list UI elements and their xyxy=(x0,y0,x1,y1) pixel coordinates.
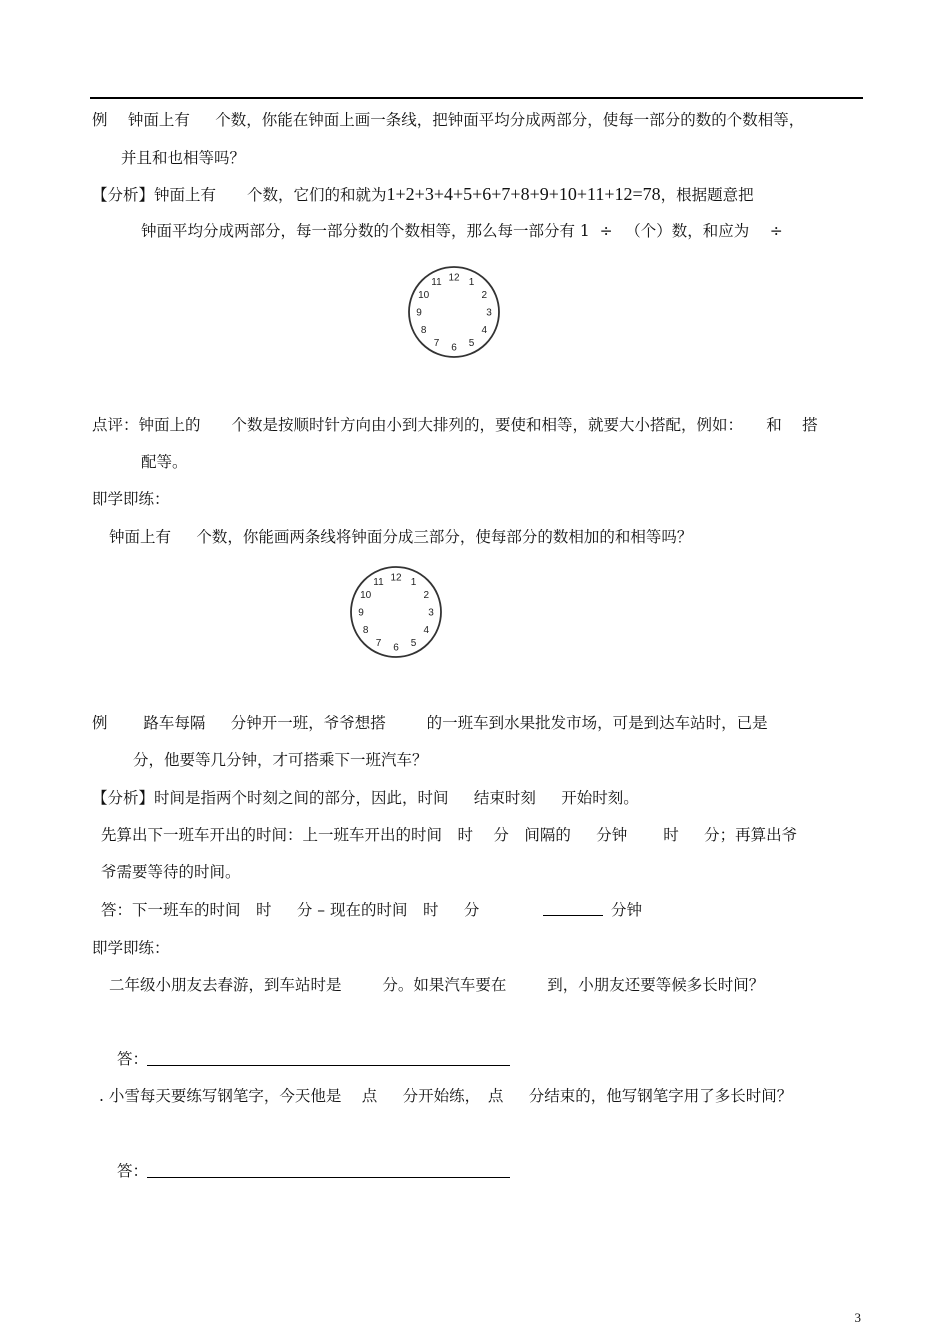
clock-numeral: 3 xyxy=(486,307,492,319)
example-2-answer-text: 答：下一班车的时间 时 分 – 现在的时间 时 分 xyxy=(101,901,480,919)
page-number: 3 xyxy=(854,1310,861,1325)
clock-numeral: 10 xyxy=(418,290,430,301)
answer-blank-minutes[interactable] xyxy=(543,915,603,916)
clock-numeral: 3 xyxy=(428,607,434,619)
clock-numeral: 4 xyxy=(423,625,430,636)
answer-label-2: 答： xyxy=(117,1162,149,1180)
clock-numeral: 5 xyxy=(468,337,475,349)
example-2-calc-line2: 爷需要等待的时间。 xyxy=(101,863,241,881)
practice-question-3: . 小雪每天要练写钢笔字，今天他是 点 分开始练， 点 分结束的，他写钢笔字用了多长时间？ xyxy=(99,1087,793,1105)
answer-line-2[interactable] xyxy=(147,1177,510,1178)
example-2-calc-line1: 先算出下一班车开出的时间：上一班车开出的时间 时 分 间隔的 分钟 时 分；再算出爷 xyxy=(101,826,798,844)
clock-numeral: 10 xyxy=(360,590,372,601)
clock-numeral: 1 xyxy=(468,277,475,289)
example-2-question-line2: 分，他要等几分钟，才可搭乘下一班汽车？ xyxy=(133,751,428,769)
clock-numeral: 6 xyxy=(451,342,457,354)
clock-numeral: 6 xyxy=(393,642,399,654)
example-2-analysis: 【分析】时间是指两个时刻之间的部分，因此，时间 结束时刻 开始时刻。 xyxy=(92,789,639,807)
clock-numeral: 2 xyxy=(423,590,430,601)
clock-numeral: 8 xyxy=(420,325,427,336)
clock-numeral: 2 xyxy=(481,290,488,301)
practice-title-1: 即学即练： xyxy=(92,490,170,508)
example-1-question-line2: 并且和也相等吗？ xyxy=(121,149,246,167)
clock-numbers xyxy=(358,573,434,654)
clock-numeral: 8 xyxy=(362,625,369,636)
answer-unit: 分钟 xyxy=(611,901,643,919)
clock-numeral: 9 xyxy=(416,307,422,319)
clock-numeral: 4 xyxy=(481,325,488,336)
example-2-question-line1: 例 路车每隔 分钟开一班，爷爷想搭 的一班车到水果批发市场，可是到达车站时，已是 xyxy=(92,714,768,732)
practice-question-1: 钟面上有 个数，你能画两条线将钟面分成三部分，使每部分的数相加的和相等吗？ xyxy=(109,528,693,546)
clock-numeral: 11 xyxy=(373,577,384,589)
sum-formula: 1+2+3+4+5+6+7+8+9+10+11+12=78 xyxy=(386,184,661,204)
clock-face-2 xyxy=(348,564,444,664)
clock-numeral: 5 xyxy=(410,637,417,649)
clock-svg-1 xyxy=(406,264,502,360)
example-1-analysis-line2: 钟面平均分成两部分，每一部分数的个数相等，那么每一部分有 1 ÷ （个）数，和应为 ÷ xyxy=(141,222,783,240)
clock-svg-2 xyxy=(348,564,444,660)
clock-numeral: 9 xyxy=(358,607,364,619)
example-1-analysis xyxy=(92,184,754,205)
clock-numeral: 1 xyxy=(410,577,417,589)
clock-numeral: 12 xyxy=(390,572,402,584)
analysis-suffix: ，根据题意把 xyxy=(660,186,754,204)
comment-line1: 点评：钟面上的 个数是按顺时针方向由小到大排列的，要使和相等，就要大小搭配，例如： 和 搭 xyxy=(92,416,818,434)
clock-numeral: 7 xyxy=(375,637,382,649)
header-rule xyxy=(90,97,863,99)
analysis-text: 【分析】钟面上有 个数，它们的和就为 xyxy=(92,186,387,204)
example-1-question-line1: 例 钟面上有 个数，你能在钟面上画一条线，把钟面平均分成两部分，使每一部分的数的个数相等， xyxy=(92,111,805,129)
answer-label-1: 答： xyxy=(117,1050,149,1068)
practice-title-2: 即学即练： xyxy=(92,939,170,957)
clock-numeral: 12 xyxy=(448,272,460,284)
clock-numeral: 7 xyxy=(433,337,440,349)
comment-line2: 配等。 xyxy=(141,453,188,471)
clock-numbers xyxy=(416,273,492,354)
practice-question-2: 二年级小朋友去春游，到车站时是 分。如果汽车要在 到，小朋友还要等候多长时间？ xyxy=(109,976,765,994)
answer-line-1[interactable] xyxy=(147,1065,510,1066)
clock-face-1 xyxy=(406,264,502,364)
clock-numeral: 11 xyxy=(431,277,442,289)
